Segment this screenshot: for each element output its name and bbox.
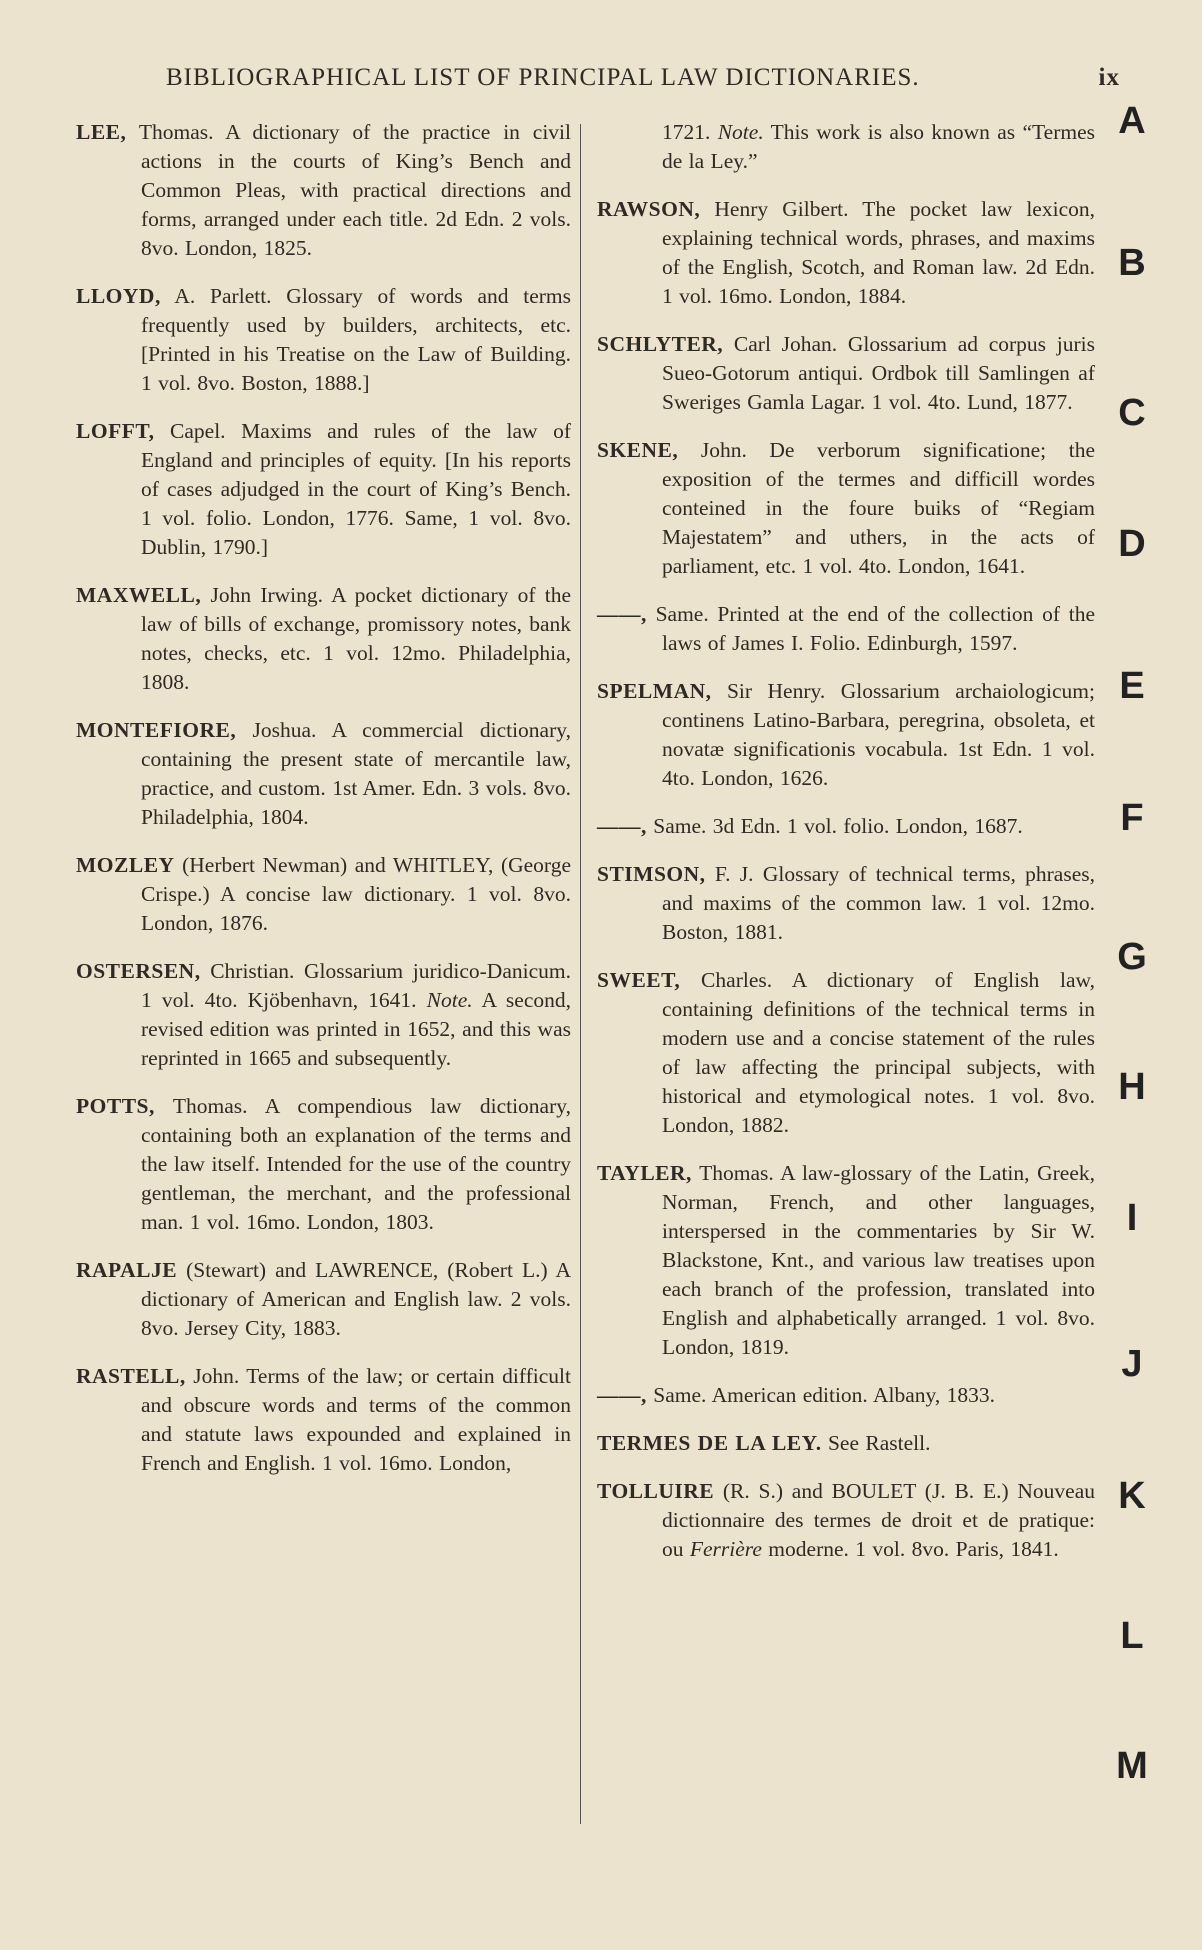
entry-text: Same. 3d Edn. 1 vol. folio. London, 1687. <box>646 814 1023 838</box>
dictionary-entry <box>597 1381 1095 1410</box>
thumb-index-letter[interactable]: J <box>1121 1343 1143 1385</box>
entry-italic: Note. <box>717 120 764 144</box>
entry-text: Thomas. A compendious law dictionary, containing both an explanation of the terms and the law itself. Intended for the use of the country gentleman, the merchant, and the professional man. 1 vol. 16mo. London, 1803. <box>141 1094 571 1234</box>
entry-headword: TERMES DE LA LEY. <box>597 1431 822 1455</box>
thumb-index-letter[interactable]: F <box>1120 797 1144 839</box>
entry-headword: MONTEFIORE, <box>76 718 237 742</box>
dictionary-entry <box>76 417 571 562</box>
thumb-index-letter[interactable]: E <box>1119 665 1145 707</box>
entry-headword: SCHLYTER, <box>597 332 724 356</box>
entry-headword: RAPALJE <box>76 1258 178 1282</box>
entry-headword: STIMSON, <box>597 862 706 886</box>
entry-text: Same. American edition. Albany, 1833. <box>646 1383 996 1407</box>
dictionary-entry <box>76 716 571 832</box>
entry-text: Joshua. A commercial dictionary, containing the present state of mercantile law, practice, and custom. 1st Amer. Edn. 3 vols. 8vo. Philadelphia, 1804. <box>141 718 571 829</box>
entry-headword: LLOYD, <box>76 284 161 308</box>
entry-headword: LEE, <box>76 120 127 144</box>
thumb-index-letter[interactable]: C <box>1118 392 1146 434</box>
entry-headword: ——, <box>597 814 647 838</box>
entry-text: Henry Gilbert. The pocket law lexicon, explaining technical words, phrases, and maxims of the English, Scotch, and Roman law. 2d Edn. 1 vol. 16mo. London, 1884. <box>662 197 1095 308</box>
entry-text: See Rastell. <box>821 1431 931 1455</box>
dictionary-entry <box>597 330 1095 417</box>
thumb-index-letter[interactable]: H <box>1118 1066 1146 1108</box>
dictionary-entry <box>76 1092 571 1237</box>
entry-italic: Ferrière <box>689 1537 762 1561</box>
thumb-index-letter[interactable]: A <box>1118 100 1146 142</box>
entry-text-continued: This work is also known as “Termes de la Ley.” <box>662 120 1095 173</box>
thumb-index-letter[interactable]: I <box>1126 1197 1138 1239</box>
entry-headword: RASTELL, <box>76 1364 186 1388</box>
entry-text: John Irwing. A pocket dictionary of the law of bills of exchange, promissory notes, bank notes, checks, etc. 1 vol. 12mo. Philadelphia, 1808. <box>141 583 571 694</box>
entry-headword: ——, <box>597 602 647 626</box>
thumb-index-letter[interactable]: G <box>1117 936 1147 978</box>
entry-text: (Herbert Newman) and WHITLEY, (George Crispe.) A concise law dictionary. 1 vol. 8vo. London, 1876. <box>141 853 571 935</box>
entry-headword: ——, <box>597 1383 647 1407</box>
entry-italic: Note. <box>426 988 473 1012</box>
entry-headword: RAWSON, <box>597 197 701 221</box>
dictionary-entry <box>76 957 571 1073</box>
dictionary-entry <box>597 600 1095 658</box>
entry-headword: LOFFT, <box>76 419 155 443</box>
dictionary-entry <box>76 1362 571 1478</box>
dictionary-entry <box>597 966 1095 1140</box>
entry-text: Carl Johan. Glossarium ad corpus juris Sueo-Gotorum antiqui. Ordbok till Samlingen af Sweriges Gamla Lagar. 1 vol. 4to. Lund, 1877. <box>662 332 1095 414</box>
entry-headword: SPELMAN, <box>597 679 712 703</box>
entry-headword: MOZLEY <box>76 853 175 877</box>
entry-text: Thomas. A law-glossary of the Latin, Greek, Norman, French, and other languages, interspersed in the commentaries by Sir W. Blackstone, Knt., and various law treatises upon each branch of the profession, translated into English and alphabetically arranged. 1 vol. 8vo. London, 1819. <box>662 1161 1095 1359</box>
page-number: ix <box>1098 64 1120 91</box>
entry-text: A. Parlett. Glossary of words and terms frequently used by builders, architects, etc. [Printed in his Treatise on the Law of Building. 1 vol. 8vo. Boston, 1888.] <box>141 284 571 395</box>
thumb-index-letter[interactable]: D <box>1118 523 1146 565</box>
entry-text: (R. S.) and BOULET (J. B. E.) Nouveau dictionnaire des termes de droit et de pratique: ou <box>662 1479 1095 1561</box>
entry-text: John. De verborum significatione; the exposition of the termes and difficill wordes conteined in the foure buiks of “Regiam Majestatem” and uthers, in the acts of parliament, etc. 1 vol. 4to. London, 1641. <box>662 438 1095 578</box>
dictionary-entry <box>597 677 1095 793</box>
dictionary-entry <box>597 1159 1095 1362</box>
entry-headword: SWEET, <box>597 968 681 992</box>
entry-text: John. Terms of the law; or certain difficult and obscure words and terms of the common and statute laws expounded and explained in French and English. 1 vol. 16mo. London, <box>141 1364 571 1475</box>
entry-text: Sir Henry. Glossarium archaiologicum; continens Latino-Barbara, peregrina, obsoleta, et novatæ significationis vocabula. 1st Edn. 1 vol. 4to. London, 1626. <box>662 679 1095 790</box>
entry-headword: OSTERSEN, <box>76 959 201 983</box>
dictionary-entry <box>76 1256 571 1343</box>
thumb-index-letter[interactable]: M <box>1116 1745 1148 1787</box>
entry-text: F. J. Glossary of technical terms, phrases, and maxims of the common law. 1 vol. 12mo. Boston, 1881. <box>662 862 1095 944</box>
entry-headword: SKENE, <box>597 438 679 462</box>
entry-text-continued: A second, revised edition was printed in 1652, and this was reprinted in 1665 and subsequently. <box>141 988 571 1070</box>
entry-headword: POTTS, <box>76 1094 155 1118</box>
dictionary-entry <box>597 1477 1095 1564</box>
entry-text: Charles. A dictionary of English law, containing definitions of the technical terms in modern use and a concise statement of the rules of law affecting the principal subjects, with historical and etymological notes. 1 vol. 8vo. London, 1882. <box>662 968 1095 1137</box>
entry-text: Thomas. A dictionary of the practice in civil actions in the courts of King’s Bench and Common Pleas, with practical directions and forms, arranged under each title. 2d Edn. 2 vols. 8vo. London, 1825. <box>126 120 571 260</box>
thumb-index-letter[interactable]: L <box>1120 1615 1144 1657</box>
column-divider <box>580 124 581 1824</box>
dictionary-entry <box>76 581 571 697</box>
thumb-index-letter[interactable]: K <box>1118 1475 1146 1517</box>
dictionary-entry <box>597 195 1095 311</box>
entry-text: Capel. Maxims and rules of the law of England and principles of equity. [In his reports of cases adjudged in the court of King’s Bench. 1 vol. folio. London, 1776. Same, 1 vol. 8vo. Dublin, 1790.] <box>141 419 571 559</box>
dictionary-entry <box>76 118 571 263</box>
page-title: BIBLIOGRAPHICAL LIST OF PRINCIPAL LAW DICTIONARIES. <box>166 64 920 91</box>
dictionary-entry <box>597 436 1095 581</box>
entry-text: Christian. Glossarium juridico-Danicum. 1 vol. 4to. Kjöbenhavn, 1641. <box>141 959 571 1012</box>
entry-text: Same. Printed at the end of the collection of the laws of James I. Folio. Edinburgh, 1597. <box>646 602 1095 655</box>
entry-text: (Stewart) and LAWRENCE, (Robert L.) A dictionary of American and English law. 2 vols. 8vo. Jersey City, 1883. <box>141 1258 571 1340</box>
entry-headword: MAXWELL, <box>76 583 202 607</box>
dictionary-entry <box>76 282 571 398</box>
dictionary-entry <box>597 118 1095 176</box>
dictionary-entry <box>597 1429 1095 1458</box>
entry-text: 1721. <box>662 120 711 144</box>
right-column <box>597 118 1095 1583</box>
dictionary-entry <box>597 860 1095 947</box>
left-column <box>76 118 571 1497</box>
entry-headword: TAYLER, <box>597 1161 692 1185</box>
dictionary-entry <box>597 812 1095 841</box>
thumb-index-letter[interactable]: B <box>1118 242 1146 284</box>
entry-text-continued: moderne. 1 vol. 8vo. Paris, 1841. <box>761 1537 1059 1561</box>
entry-headword: TOLLUIRE <box>597 1479 715 1503</box>
dictionary-entry <box>76 851 571 938</box>
